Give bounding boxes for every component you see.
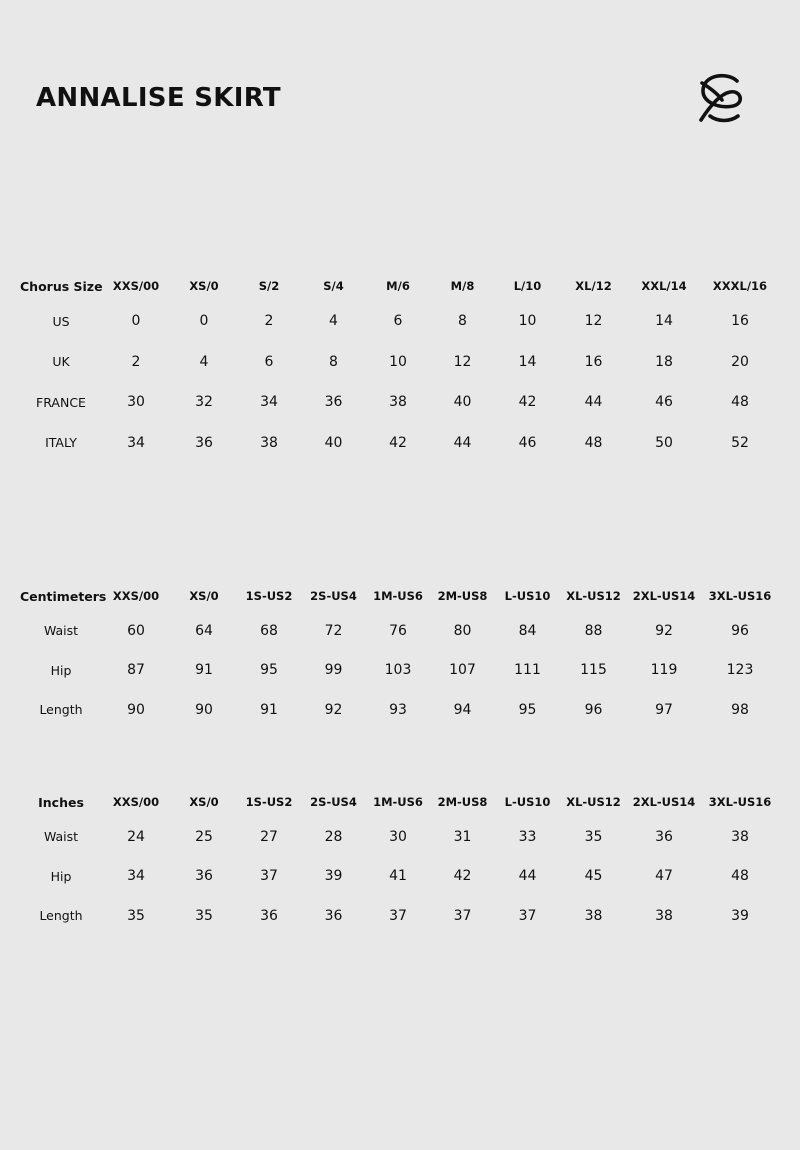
table-row (20, 817, 780, 857)
table-cell: 35 (127, 907, 145, 924)
table-row (20, 301, 780, 342)
table-cell: 46 (518, 434, 537, 451)
table-cell: 20 (731, 353, 749, 370)
table-cell: 41 (389, 868, 407, 885)
table-cell: 36 (260, 907, 278, 924)
centimeters-table (20, 581, 780, 730)
table-cell: 38 (389, 394, 407, 411)
table-cell: 37 (389, 907, 407, 924)
table-cell: 84 (518, 622, 537, 639)
table-cell: 48 (584, 434, 603, 451)
column-header: 1M-US6 (373, 795, 423, 809)
table-cell: 40 (453, 394, 472, 411)
table-cell: 90 (127, 701, 145, 718)
table-cell: 38 (655, 907, 673, 924)
table-cell: 6 (264, 353, 274, 370)
table-cell: 123 (726, 662, 754, 679)
table-cell: 0 (199, 313, 209, 330)
table-cell: 72 (324, 622, 343, 639)
column-header: L/10 (513, 279, 542, 293)
row-label: ITALY (45, 435, 77, 451)
column-header: XS/0 (189, 279, 219, 293)
table-cell: 12 (453, 353, 472, 370)
table-cell: 8 (329, 353, 338, 370)
table-row (20, 896, 780, 936)
table-cell: 96 (731, 622, 749, 639)
column-header: M/6 (386, 279, 410, 293)
table-cell: 38 (260, 434, 278, 451)
page-title: ANNALISE SKIRT (36, 83, 281, 113)
table-cell: 30 (389, 828, 407, 845)
table-cell: 36 (324, 394, 343, 411)
table-header-row (20, 787, 780, 817)
row-label: Length (39, 908, 83, 924)
table-cell: 37 (518, 907, 537, 924)
table-cell: 33 (518, 828, 537, 845)
row-label: Waist (43, 829, 79, 845)
column-header: S/2 (258, 279, 280, 293)
table-cell: 48 (731, 394, 749, 411)
table-cell: 37 (260, 868, 278, 885)
row-label: UK (52, 354, 70, 370)
column-header: 2XL-US14 (632, 589, 696, 603)
table-cell: 95 (260, 662, 278, 679)
table-cell: 92 (655, 622, 673, 639)
table-row (20, 382, 780, 423)
table-corner-label: Centimeters (20, 588, 107, 604)
inches-table (20, 787, 780, 936)
table-cell: 44 (453, 434, 472, 451)
table-cell: 36 (324, 907, 343, 924)
column-header: 1M-US6 (373, 589, 423, 603)
table-cell: 8 (458, 313, 467, 330)
row-label: Hip (50, 868, 72, 884)
column-header: XL/12 (575, 279, 612, 293)
table-cell: 119 (650, 662, 678, 679)
table-cell: 95 (518, 701, 537, 718)
table-cell: 14 (655, 313, 673, 330)
table-cell: 4 (329, 313, 338, 330)
table-cell: 34 (127, 434, 145, 451)
table-cell: 42 (518, 394, 537, 411)
table-cell: 14 (518, 353, 537, 370)
table-cell: 16 (731, 313, 749, 330)
table-cell: 80 (453, 622, 472, 639)
row-label: US (52, 313, 70, 329)
table-row (20, 690, 780, 730)
table-cell: 76 (389, 622, 407, 639)
table-cell: 0 (131, 313, 141, 330)
table-header-row (20, 271, 780, 301)
table-cell: 47 (655, 868, 673, 885)
row-label: Waist (43, 623, 79, 639)
table-row (20, 611, 780, 651)
column-header: 2XL-US14 (632, 795, 696, 809)
column-header: 2M-US8 (437, 589, 488, 603)
column-header: XL-US12 (566, 589, 621, 603)
table-cell: 44 (584, 394, 603, 411)
table-cell: 97 (655, 701, 673, 718)
table-cell: 98 (731, 701, 749, 718)
table-cell: 91 (260, 701, 278, 718)
table-cell: 88 (584, 622, 603, 639)
table-row (20, 651, 780, 691)
table-cell: 10 (389, 353, 407, 370)
table-cell: 96 (584, 701, 603, 718)
table-cell: 87 (127, 662, 145, 679)
table-cell: 111 (514, 662, 541, 679)
column-header: XXL/14 (641, 279, 687, 293)
column-header: 2M-US8 (437, 795, 488, 809)
table-cell: 50 (655, 434, 673, 451)
column-header: XL-US12 (566, 795, 621, 809)
table-cell: 37 (453, 907, 472, 924)
table-cell: 35 (584, 828, 603, 845)
table-cell: 115 (580, 662, 607, 679)
table-cell: 24 (127, 828, 145, 845)
table-cell: 44 (518, 868, 537, 885)
table-cell: 10 (518, 313, 537, 330)
table-cell: 45 (584, 868, 603, 885)
table-cell: 34 (260, 394, 278, 411)
size-conversion-table (20, 271, 780, 463)
table-cell: 94 (453, 701, 472, 718)
column-header: XS/0 (189, 795, 219, 809)
table-cell: 18 (655, 353, 673, 370)
table-row (20, 423, 780, 464)
table-cell: 68 (260, 622, 278, 639)
table-cell: 2 (131, 353, 141, 370)
table-cell: 40 (324, 434, 343, 451)
column-header: XS/0 (189, 589, 219, 603)
table-cell: 35 (195, 907, 213, 924)
column-header: 1S-US2 (245, 589, 293, 603)
column-header: L-US10 (504, 795, 551, 809)
row-label: FRANCE (36, 394, 86, 410)
table-cell: 91 (195, 662, 213, 679)
table-cell: 34 (127, 868, 145, 885)
table-cell: 27 (260, 828, 278, 845)
column-header: L-US10 (504, 589, 551, 603)
table-cell: 39 (324, 868, 343, 885)
table-cell: 4 (199, 353, 209, 370)
column-header: XXS/00 (112, 795, 160, 809)
column-header: XXXL/16 (712, 279, 768, 293)
table-cell: 36 (195, 868, 213, 885)
column-header: M/8 (450, 279, 475, 293)
table-cell: 52 (731, 434, 749, 451)
table-header-row (20, 581, 780, 611)
table-cell: 12 (584, 313, 603, 330)
table-cell: 6 (393, 313, 403, 330)
table-cell: 31 (453, 828, 472, 845)
table-cell: 48 (731, 868, 749, 885)
column-header: 3XL-US16 (708, 795, 772, 809)
table-corner-label: Chorus Size (20, 278, 103, 294)
table-row (20, 342, 780, 383)
column-header: 3XL-US16 (708, 589, 772, 603)
table-cell: 36 (195, 434, 213, 451)
column-header: S/4 (323, 279, 344, 293)
chorus-logo-icon (696, 72, 744, 124)
table-cell: 16 (584, 353, 603, 370)
table-cell: 39 (731, 907, 749, 924)
table-cell: 90 (195, 701, 213, 718)
table-cell: 30 (127, 394, 145, 411)
column-header: 2S-US4 (310, 589, 357, 603)
table-cell: 42 (453, 868, 472, 885)
table-cell: 36 (655, 828, 673, 845)
table-cell: 28 (324, 828, 343, 845)
column-header: XXS/00 (112, 589, 160, 603)
table-cell: 103 (384, 662, 412, 679)
table-cell: 25 (195, 828, 213, 845)
column-header: 1S-US2 (245, 795, 293, 809)
table-cell: 107 (449, 662, 476, 679)
column-header: XXS/00 (112, 279, 160, 293)
table-row (20, 857, 780, 897)
table-cell: 92 (324, 701, 343, 718)
column-header: 2S-US4 (310, 795, 357, 809)
table-cell: 38 (731, 828, 749, 845)
table-cell: 38 (584, 907, 603, 924)
table-cell: 42 (389, 434, 407, 451)
table-cell: 46 (655, 394, 673, 411)
table-cell: 60 (127, 622, 145, 639)
table-cell: 32 (195, 394, 213, 411)
table-cell: 93 (389, 701, 407, 718)
row-label: Hip (50, 662, 72, 678)
table-corner-label: Inches (38, 794, 84, 810)
table-cell: 64 (195, 622, 213, 639)
row-label: Length (39, 702, 83, 718)
table-cell: 2 (264, 313, 274, 330)
table-cell: 99 (324, 662, 343, 679)
